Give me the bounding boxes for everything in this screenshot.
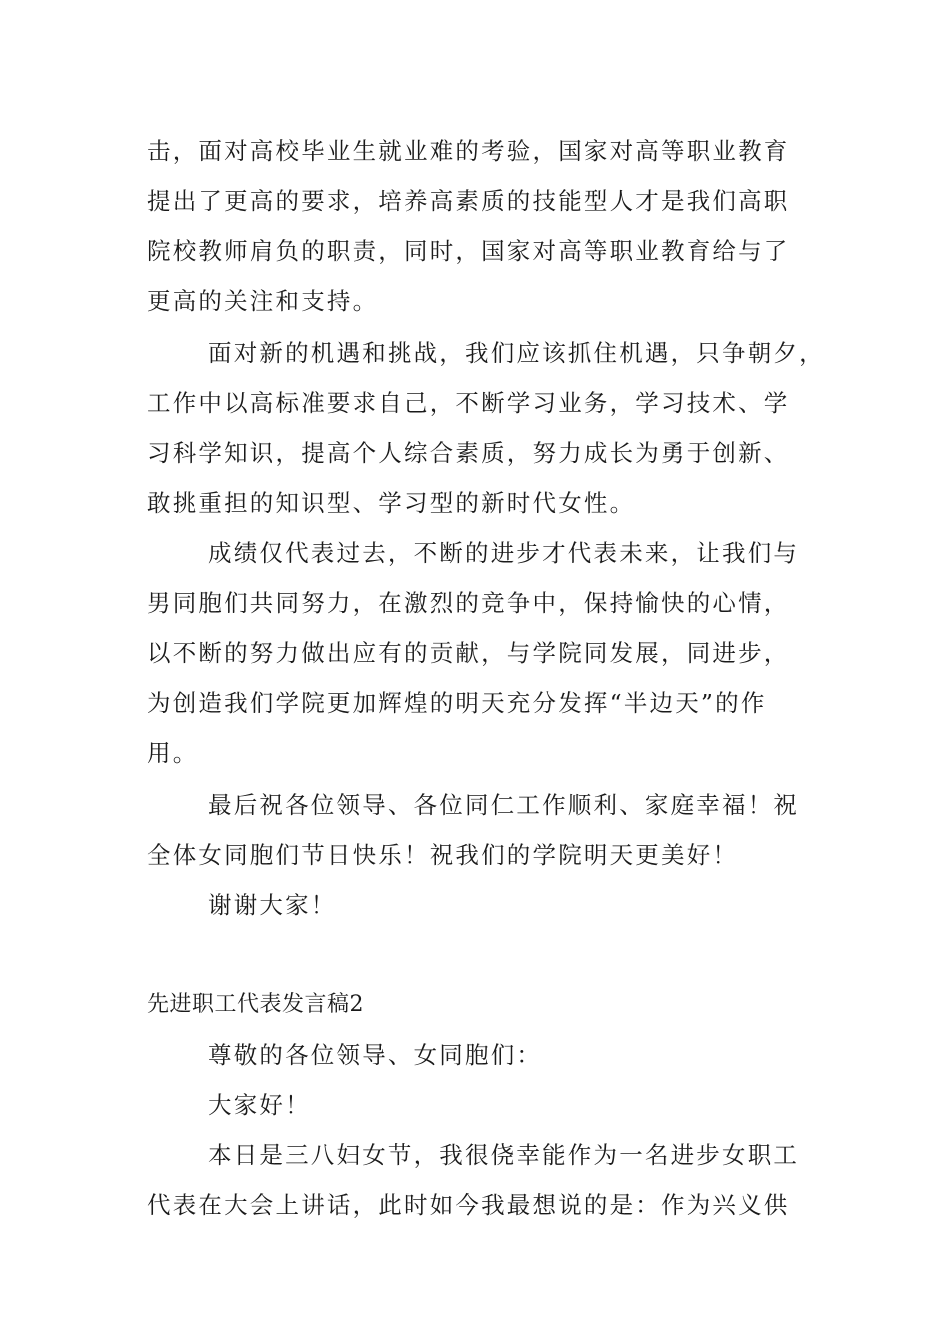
- text-line: 击，面对高校毕业生就业难的考验，国家对高等职业教育: [147, 137, 790, 165]
- text-line: 敢挑重担的知识型、学习型的新时代女性。: [147, 489, 636, 517]
- text-line: 院校教师肩负的职责，同时，国家对高等职业教育给与了: [147, 237, 790, 265]
- text-line: 以不断的努力做出应有的贡献，与学院同发展，同进步，: [147, 639, 790, 667]
- text-line: 用。: [147, 739, 199, 767]
- text-line: 成绩仅代表过去，不断的进步才代表未来，让我们与: [208, 539, 800, 567]
- text-line: 男同胞们共同努力，在激烈的竞争中，保持愉快的心情，: [147, 589, 790, 617]
- text-line: 代表在大会上讲话，此时如今我最想说的是：作为兴义供: [147, 1191, 790, 1219]
- text-line: 面对新的机遇和挑战，我们应该抓住机遇，只争朝夕，: [208, 339, 825, 367]
- text-line: 大家好！: [208, 1091, 311, 1119]
- text-line: 谢谢大家！: [208, 891, 337, 919]
- text-line: 本日是三八妇女节，我很侥幸能作为一名进步女职工: [208, 1141, 800, 1169]
- text-line: 提出了更高的要求，培养高素质的技能型人才是我们高职: [147, 187, 790, 215]
- section-heading: 先进职工代表发言稿2: [147, 992, 364, 1017]
- text-line: 为创造我们学院更加辉煌的明天充分发挥“半边天”的作: [147, 689, 767, 717]
- text-line: 尊敬的各位领导、女同胞们：: [208, 1041, 543, 1069]
- text-line: 更高的关注和支持。: [147, 287, 379, 315]
- text-line: 工作中以高标准要求自己，不断学习业务，学习技术、学: [147, 389, 790, 417]
- text-line: 习科学知识，提高个人综合素质，努力成长为勇于创新、: [147, 439, 790, 467]
- text-line: 全体女同胞们节日快乐！祝我们的学院明天更美好！: [147, 841, 739, 869]
- text-line: 最后祝各位领导、各位同仁工作顺利、家庭幸福！祝: [208, 791, 800, 819]
